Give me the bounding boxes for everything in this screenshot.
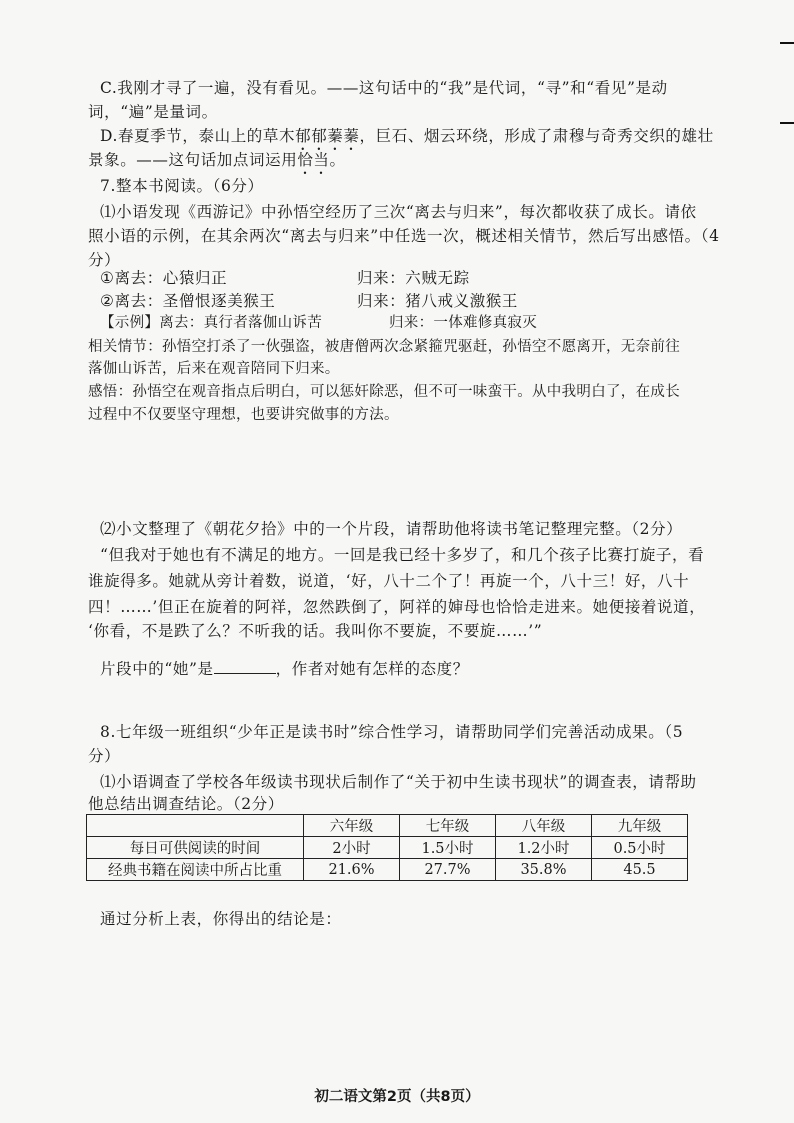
- table-cell: 2小时: [304, 837, 400, 859]
- table-row: [87, 837, 688, 859]
- option-2-left: ②离去：圣僧恨逐美猴王: [100, 292, 276, 310]
- example-line: [100, 311, 322, 335]
- plot-line1: 相关情节：孙悟空打杀了一伙强盗，被唐僧两次念紧箍咒驱赶，孙悟空不愿离开，无奈前往: [88, 339, 680, 355]
- q7-part2-question: [100, 657, 469, 681]
- answer-blank[interactable]: [214, 659, 276, 674]
- option-d-text: 景象。——这句话加点词运用: [88, 151, 298, 169]
- example-left: 离去：真行者落伽山诉苦: [159, 315, 323, 331]
- table-header-cell: 六年级: [304, 815, 400, 837]
- q7-part2-line1: ⑵小文整理了《朝花夕拾》中的一个片段，请帮助他将读书笔记整理完整。（2分）: [100, 520, 683, 538]
- insight-line1: 感悟：孙悟空在观音指点后明白，可以惩奸除恶，但不可一味蛮干。从中我明白了，在成长: [88, 384, 680, 400]
- survey-table: [86, 814, 688, 881]
- q7-part1-line3: 分）: [88, 251, 121, 269]
- quote-line2: 谁旋得多。她就从旁计着数，说道，‘好，八十二个了！再旋一个，八十三！好，八十: [88, 572, 690, 590]
- table-header-cell: 八年级: [496, 815, 592, 837]
- question-7-title: 7.整本书阅读。（6分）: [100, 177, 264, 195]
- insight-line2: 过程中不仅要坚守理想，也要讲究做事的方法。: [88, 407, 399, 423]
- quote-line4: ‘你看，不是跌了么？不听我的话。我叫你不要旋，不要旋……’”: [88, 622, 543, 640]
- option-d-text: D.春夏季节，泰山上的草木: [100, 127, 296, 145]
- table-cell: 35.8%: [496, 859, 592, 881]
- option-2-right: 归来：猪八戒义激猴王: [357, 292, 519, 310]
- table-header-cell: 九年级: [592, 815, 688, 837]
- option-c-line1: C.我刚才寻了一遍，没有看见。——这句话中的“我”是代词，“寻”和“看见”是动: [100, 79, 668, 97]
- conclusion-prompt: 通过分析上表，你得出的结论是：: [100, 910, 342, 928]
- table-header-row: [87, 815, 688, 837]
- table-row-label: 经典书籍在阅读中所占比重: [87, 859, 304, 881]
- quote-line1: “但我对于她也有不满足的地方。一回是我已经十多岁了，和几个孩子比赛打旋子，看: [100, 546, 705, 564]
- option-1-right: 归来：六贼无踪: [357, 269, 470, 287]
- option-1-left: ①离去：心猿归正: [100, 269, 228, 287]
- q7-part1-line2: 照小语的示例，在其余两次“离去与归来”中任选一次，概述相关情节，然后写出感悟。（4: [88, 227, 720, 245]
- table-cell: 1.5小时: [400, 837, 496, 859]
- option-d-text: 。: [329, 151, 346, 169]
- edge-mark: [780, 42, 794, 44]
- q7-part1-line1: ⑴小语发现《西游记》中孙悟空经历了三次“离去与归来”，每次都收获了成长。请依: [100, 203, 697, 221]
- table-row: [87, 859, 688, 881]
- table-cell: 21.6%: [304, 859, 400, 881]
- table-header-cell: 七年级: [400, 815, 496, 837]
- question-text: 片段中的“她”是: [100, 660, 214, 678]
- table-cell: 45.5: [592, 859, 688, 881]
- q8-part1-line2: 他总结出调查结论。（2分）: [88, 795, 284, 813]
- table-row-label: 每日可供阅读的时间: [87, 837, 304, 859]
- plot-line2: 落伽山诉苦，后来在观音陪同下归来。: [88, 361, 340, 377]
- question-8-title-line1: 8.七年级一班组织“少年正是读书时”综合性学习，请帮助同学们完善活动成果。（5: [100, 723, 684, 741]
- edge-mark: [780, 122, 794, 124]
- page-footer: 初二语文第2页（共8页）: [314, 1089, 480, 1105]
- example-right: 归来：一体难修真寂灭: [389, 315, 537, 331]
- q8-part1-line1: ⑴小语调查了学校各年级读书现状后制作了“关于初中生读书现状”的调查表，请帮助: [100, 773, 697, 791]
- option-c-line2: 词，“遍”是量词。: [88, 103, 218, 121]
- table-cell: 1.2小时: [496, 837, 592, 859]
- question-8-title-line2: 分）: [88, 747, 121, 765]
- dotted-word: 恰当: [297, 151, 330, 169]
- quote-line3: 四！……’但正在旋着的阿祥，忽然跌倒了，阿祥的婶母也恰恰走进来。她便接着说道，: [88, 598, 706, 616]
- question-text: ，作者对她有怎样的态度？: [275, 660, 469, 678]
- table-header-cell: [87, 815, 304, 837]
- option-d-text: ，巨石、烟云环绕，形成了肃穆与奇秀交织的雄壮: [359, 127, 714, 145]
- dotted-word: 郁郁蓁蓁: [295, 127, 360, 145]
- example-label: 【示例】: [100, 315, 160, 331]
- table-cell: 27.7%: [400, 859, 496, 881]
- table-cell: 0.5小时: [592, 837, 688, 859]
